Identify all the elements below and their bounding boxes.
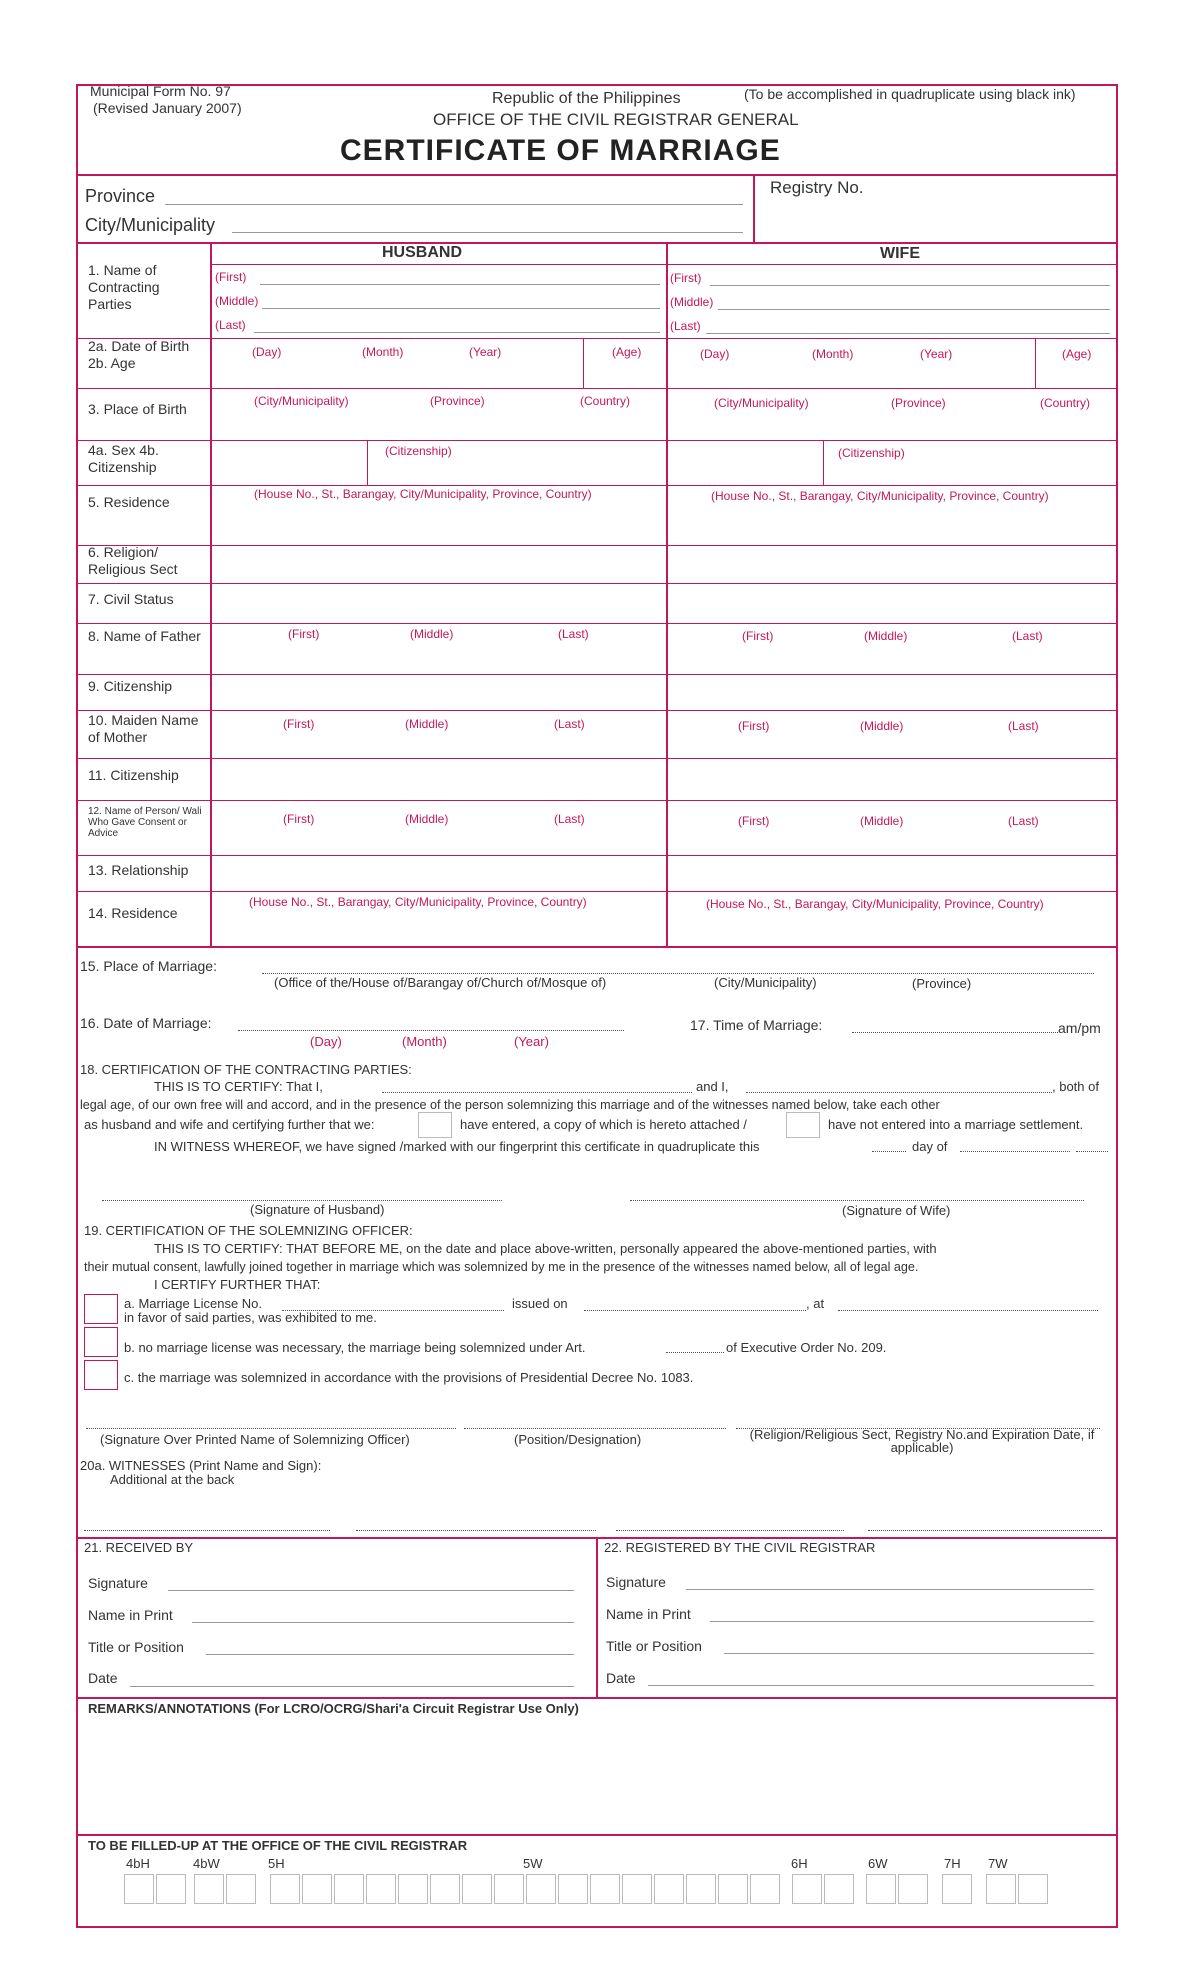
hint-middle: (Middle) — [410, 627, 454, 641]
witness-4-field[interactable] — [868, 1530, 1102, 1531]
hint-city: (City/Municipality) — [714, 396, 809, 410]
officer-signature-field[interactable] — [86, 1428, 456, 1429]
registered-name-field[interactable] — [710, 1621, 1094, 1622]
code-box[interactable] — [226, 1874, 256, 1904]
code-box[interactable] — [1018, 1874, 1048, 1904]
place-of-marriage-label: 15. Place of Marriage: — [80, 958, 217, 974]
hint-first: (First) — [288, 627, 320, 641]
code-6w: 6W — [868, 1856, 888, 1871]
hint-age: (Age) — [1062, 347, 1092, 361]
code-box[interactable] — [558, 1874, 588, 1904]
office-use-heading: TO BE FILLED-UP AT THE OFFICE OF THE CIVIL REGISTRAR — [88, 1838, 468, 1853]
cert18-line2: legal age, of our own free will and accord, and in the presence of the person solemnizing this marriage and of the witnesses named below, take each other — [80, 1098, 940, 1112]
city-label: City/Municipality — [85, 215, 216, 235]
place-of-marriage-field[interactable] — [262, 973, 1094, 974]
marriage-license-checkbox[interactable] — [84, 1294, 118, 1324]
cert19-a-license: a. Marriage License No. — [124, 1296, 263, 1311]
row-label-relationship: 13. Relationship — [88, 862, 189, 878]
hint-middle: (Middle) — [215, 294, 259, 308]
city-field[interactable] — [232, 232, 743, 233]
divider — [76, 891, 1118, 892]
hint-year: (Year) — [920, 347, 953, 361]
code-7h: 7H — [944, 1856, 961, 1871]
hint-day: (Day) — [252, 345, 282, 359]
code-box[interactable] — [334, 1874, 364, 1904]
divider — [76, 800, 1118, 801]
code-box[interactable] — [654, 1874, 684, 1904]
position-label: (Position/Designation) — [514, 1432, 642, 1447]
hint-middle: (Middle) — [864, 629, 908, 643]
code-7w: 7W — [988, 1856, 1008, 1871]
divider — [76, 674, 1118, 675]
hint-city: (City/Municipality) — [254, 394, 349, 408]
cert19-line2: their mutual consent, lawfully joined together in marriage which was solemnized by me in the presence of the witnesses named below, all of legal age. — [84, 1260, 919, 1274]
date-of-marriage-field[interactable] — [238, 1030, 624, 1031]
hint-first: (First) — [738, 719, 770, 733]
cert18-line1-c: , both of — [1052, 1079, 1099, 1094]
hint-first: (First) — [283, 812, 315, 826]
code-box[interactable] — [718, 1874, 748, 1904]
wife-middle-field[interactable] — [718, 309, 1110, 310]
cert18-heading: 18. CERTIFICATION OF THE CONTRACTING PARTIES: — [80, 1062, 412, 1077]
row-label-birth: 2a. Date of Birth 2b. Age — [88, 338, 190, 371]
hint-residence: (House No., St., Barangay, City/Municipality, Province, Country) — [711, 489, 1049, 503]
time-of-marriage-label: 17. Time of Marriage: — [690, 1017, 823, 1033]
cert19-c: c. the marriage was solemnized in accordance with the provisions of Presidential Decree No. 1083. — [124, 1370, 694, 1385]
cert18-line3-a: as husband and wife and certifying further that we: — [84, 1117, 375, 1132]
province-field[interactable] — [165, 204, 743, 205]
divider — [76, 174, 1118, 176]
cert19-b-eo: of Executive Order No. 209. — [726, 1340, 887, 1355]
cert18-line1-a: THIS IS TO CERTIFY: That I, — [154, 1079, 323, 1094]
cert19-a-issued: issued on — [512, 1296, 568, 1311]
divider — [76, 855, 1118, 856]
witnesses-additional: Additional at the back — [110, 1472, 235, 1487]
code-box[interactable] — [270, 1874, 300, 1904]
code-4bh: 4bH — [126, 1856, 150, 1871]
hint-month: (Month) — [402, 1034, 447, 1049]
divider — [1035, 338, 1036, 388]
hint-middle: (Middle) — [405, 717, 449, 731]
divider — [76, 485, 1118, 486]
time-of-marriage-field[interactable] — [852, 1032, 1058, 1033]
husband-heading: HUSBAND — [382, 244, 462, 261]
divider — [76, 1834, 1118, 1836]
code-box[interactable] — [494, 1874, 524, 1904]
registered-signature-label: Signature — [606, 1574, 666, 1590]
hint-last: (Last) — [670, 319, 701, 333]
wife-first-field[interactable] — [710, 285, 1110, 286]
wife-name-field[interactable] — [746, 1092, 1052, 1093]
cert19-heading: 19. CERTIFICATION OF THE SOLEMNIZING OFFICER: — [84, 1223, 413, 1238]
hint-last: (Last) — [1008, 814, 1039, 828]
row-label-place-of-birth: 3. Place of Birth — [88, 401, 187, 417]
registered-date-label: Date — [606, 1670, 636, 1686]
hint-province: (Province) — [891, 396, 946, 410]
no-license-checkbox[interactable] — [84, 1327, 118, 1357]
article-field[interactable] — [666, 1352, 724, 1353]
license-place-field[interactable] — [838, 1310, 1098, 1311]
hint-year: (Year) — [514, 1034, 549, 1049]
hint-month: (Month) — [812, 347, 854, 361]
code-box[interactable] — [590, 1874, 620, 1904]
hint-residence: (House No., St., Barangay, City/Municipality, Province, Country) — [254, 487, 592, 501]
code-box[interactable] — [156, 1874, 186, 1904]
month-year-field[interactable] — [960, 1151, 1070, 1152]
code-box[interactable] — [194, 1874, 224, 1904]
registered-title-label: Title or Position — [606, 1638, 702, 1654]
hint-first: (First) — [670, 271, 702, 285]
hint-month: (Month) — [362, 345, 404, 359]
religion-registry-label: (Religion/Religious Sect, Registry No.and Expiration Date, if applicable) — [749, 1427, 1095, 1455]
hint-middle: (Middle) — [860, 814, 904, 828]
code-box[interactable] — [942, 1874, 972, 1904]
hint-year: (Year) — [469, 345, 502, 359]
received-title-field[interactable] — [206, 1654, 574, 1655]
divider — [753, 174, 755, 242]
hint-province: (Province) — [430, 394, 485, 408]
code-6h: 6H — [791, 1856, 808, 1871]
divider — [76, 388, 1118, 389]
row-label-religion: 6. Religion/ Religious Sect — [88, 544, 178, 577]
hint-last: (Last) — [1012, 629, 1043, 643]
hint-country: (Country) — [580, 394, 631, 408]
received-signature-label: Signature — [88, 1575, 148, 1591]
day-field[interactable] — [872, 1151, 906, 1152]
divider — [210, 242, 212, 946]
hint-last: (Last) — [554, 717, 585, 731]
received-date-field[interactable] — [130, 1686, 574, 1687]
document-title: CERTIFICATE OF MARRIAGE — [340, 134, 781, 167]
code-box[interactable] — [792, 1874, 822, 1904]
hint-citizenship: (Citizenship) — [838, 446, 905, 460]
code-box[interactable] — [866, 1874, 896, 1904]
divider — [76, 623, 1118, 624]
place-hint-office: (Office of the/House of/Barangay of/Church of/Mosque of) — [274, 975, 607, 990]
code-box[interactable] — [750, 1874, 780, 1904]
registered-name-label: Name in Print — [606, 1606, 691, 1622]
hint-first: (First) — [283, 717, 315, 731]
divider — [367, 440, 368, 485]
husband-signature-label: (Signature of Husband) — [250, 1202, 385, 1217]
position-field[interactable] — [464, 1428, 726, 1429]
wife-signature-label: (Signature of Wife) — [842, 1203, 951, 1218]
code-box[interactable] — [824, 1874, 854, 1904]
code-box[interactable] — [622, 1874, 652, 1904]
row-label-father-citizenship: 9. Citizenship — [88, 678, 173, 694]
code-5w: 5W — [523, 1856, 543, 1871]
divider — [76, 545, 1118, 546]
date-of-marriage-label: 16. Date of Marriage: — [80, 1015, 212, 1031]
remarks-heading: REMARKS/ANNOTATIONS (For LCRO/OCRG/Shari'a Circuit Registrar Use Only) — [88, 1701, 579, 1716]
hint-citizenship: (Citizenship) — [385, 444, 452, 458]
hint-day: (Day) — [700, 347, 730, 361]
place-hint-province: (Province) — [912, 976, 972, 991]
husband-middle-field[interactable] — [262, 308, 660, 309]
divider — [583, 338, 584, 388]
witness-2-field[interactable] — [356, 1530, 596, 1531]
hint-last: (Last) — [215, 318, 246, 332]
settlement-entered-checkbox[interactable] — [418, 1112, 452, 1138]
year-field[interactable] — [1076, 1151, 1108, 1152]
received-heading: 21. RECEIVED BY — [84, 1540, 194, 1555]
code-box[interactable] — [526, 1874, 556, 1904]
cert19-a-favor: in favor of said parties, was exhibited to me. — [124, 1310, 377, 1325]
code-box[interactable] — [124, 1874, 154, 1904]
row-label-consent: 12. Name of Person/ Wali Who Gave Consent or Advice — [88, 806, 202, 839]
office-label: OFFICE OF THE CIVIL REGISTRAR GENERAL — [433, 110, 799, 129]
received-name-field[interactable] — [192, 1622, 574, 1623]
code-box[interactable] — [462, 1874, 492, 1904]
wife-heading: WIFE — [880, 245, 920, 262]
form-number: Municipal Form No. 97 — [90, 83, 231, 99]
divider — [76, 1697, 1118, 1699]
code-box[interactable] — [986, 1874, 1016, 1904]
registry-label: Registry No. — [770, 178, 864, 197]
hint-last: (Last) — [558, 627, 589, 641]
cert18-line3-b: have entered, a copy of which is hereto attached / — [460, 1117, 747, 1132]
license-issued-field[interactable] — [584, 1310, 806, 1311]
cert19-line1: THIS IS TO CERTIFY: THAT BEFORE ME, on the date and place above-written, personally appeared the above-mentioned parties, with — [154, 1241, 937, 1256]
row-label-mother: 10. Maiden Name of Mother — [88, 712, 199, 745]
registered-heading: 22. REGISTERED BY THE CIVIL REGISTRAR — [604, 1540, 876, 1555]
divider — [76, 583, 1118, 584]
hint-middle: (Middle) — [670, 295, 714, 309]
husband-last-field[interactable] — [254, 332, 660, 333]
hint-middle: (Middle) — [405, 812, 449, 826]
divider — [666, 242, 668, 946]
form-revised: (Revised January 2007) — [93, 100, 242, 116]
code-box[interactable] — [302, 1874, 332, 1904]
hint-country: (Country) — [1040, 396, 1091, 410]
divider — [76, 338, 1118, 339]
province-label: Province — [85, 186, 156, 206]
cert18-line3-c: have not entered into a marriage settlement. — [828, 1117, 1084, 1132]
cert18-line1-b: and I, — [696, 1079, 729, 1094]
hint-last: (Last) — [554, 812, 585, 826]
witnesses-label: 20a. WITNESSES (Print Name and Sign): — [80, 1458, 322, 1473]
cert19-b: b. no marriage license was necessary, the marriage being solemnized under Art. — [124, 1340, 586, 1355]
row-label-residence: 5. Residence — [88, 494, 170, 510]
code-box[interactable] — [898, 1874, 928, 1904]
code-box[interactable] — [686, 1874, 716, 1904]
hint-first: (First) — [738, 814, 770, 828]
settlement-not-entered-checkbox[interactable] — [786, 1112, 820, 1138]
cert18-line4-b: day of — [912, 1139, 948, 1154]
divider — [210, 264, 1118, 265]
received-date-label: Date — [88, 1670, 118, 1686]
hint-residence: (House No., St., Barangay, City/Municipality, Province, Country) — [706, 897, 1044, 911]
row-label-mother-citizenship: 11. Citizenship — [88, 767, 179, 783]
hint-first: (First) — [215, 270, 247, 284]
ampm-label: am/pm — [1058, 1020, 1101, 1036]
divider — [76, 242, 1118, 244]
code-box[interactable] — [366, 1874, 396, 1904]
registered-title-field[interactable] — [724, 1653, 1094, 1654]
wife-signature-field[interactable] — [630, 1200, 1084, 1201]
row-label-father: 8. Name of Father — [88, 628, 201, 644]
code-box[interactable] — [430, 1874, 460, 1904]
divider — [76, 758, 1118, 759]
divider — [76, 946, 1118, 948]
hint-middle: (Middle) — [860, 719, 904, 733]
husband-name-field[interactable] — [382, 1092, 692, 1093]
row-label-consent-residence: 14. Residence — [88, 905, 178, 921]
cert19-further: I CERTIFY FURTHER THAT: — [154, 1277, 321, 1292]
divider — [596, 1537, 598, 1697]
wife-last-field[interactable] — [706, 333, 1110, 334]
registered-signature-field[interactable] — [686, 1589, 1094, 1590]
hint-last: (Last) — [1008, 719, 1039, 733]
witness-3-field[interactable] — [616, 1530, 844, 1531]
husband-first-field[interactable] — [260, 284, 660, 285]
hint-residence: (House No., St., Barangay, City/Municipality, Province, Country) — [249, 895, 587, 909]
received-signature-field[interactable] — [168, 1590, 574, 1591]
husband-signature-field[interactable] — [102, 1200, 502, 1201]
place-hint-city: (City/Municipality) — [714, 975, 817, 990]
received-title-label: Title or Position — [88, 1639, 184, 1655]
officer-signature-label: (Signature Over Printed Name of Solemnizing Officer) — [100, 1432, 410, 1447]
hint-first: (First) — [742, 629, 774, 643]
republic-label: Republic of the Philippines — [492, 90, 681, 107]
divider — [76, 440, 1118, 441]
cert18-line4-a: IN WITNESS WHEREOF, we have signed /marked with our fingerprint this certificate in quadruplicate this — [154, 1139, 760, 1154]
code-5h: 5H — [268, 1856, 285, 1871]
received-name-label: Name in Print — [88, 1607, 173, 1623]
code-4bw: 4bW — [193, 1856, 220, 1871]
pd1083-checkbox[interactable] — [84, 1360, 118, 1390]
registered-date-field[interactable] — [648, 1685, 1094, 1686]
hint-day: (Day) — [310, 1034, 342, 1049]
divider — [76, 710, 1118, 711]
hint-age: (Age) — [612, 345, 642, 359]
cert19-a-at: , at — [806, 1296, 825, 1311]
remarks-area[interactable] — [88, 1720, 1108, 1830]
ink-instruction: (To be accomplished in quadruplicate using black ink) — [744, 86, 1076, 102]
row-label-civil-status: 7. Civil Status — [88, 591, 174, 607]
row-label-sex-citizenship: 4a. Sex 4b. Citizenship — [88, 442, 159, 475]
divider — [823, 440, 824, 485]
row-label-name: 1. Name of Contracting Parties — [88, 262, 160, 312]
code-box[interactable] — [398, 1874, 428, 1904]
witness-1-field[interactable] — [84, 1530, 330, 1531]
